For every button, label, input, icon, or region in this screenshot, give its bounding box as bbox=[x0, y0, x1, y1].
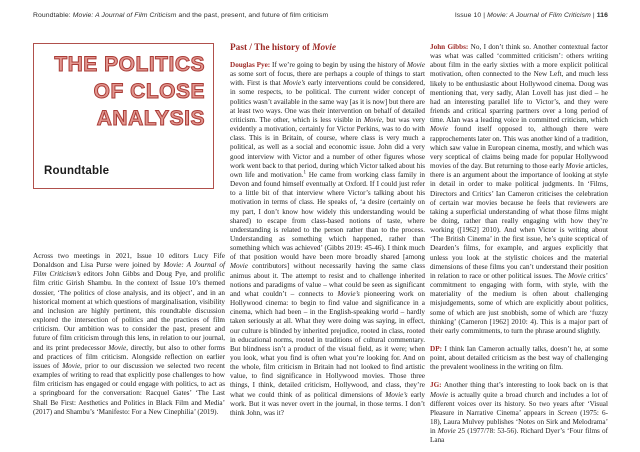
intro-paragraph bbox=[33, 252, 225, 417]
text-segment: early work. But it was never overt in the journal, in those terms. I don’t think John, was it? bbox=[230, 390, 425, 417]
text-segment: | bbox=[590, 12, 597, 19]
text-segment: Movie bbox=[312, 43, 336, 53]
text-segment: Movie’s bbox=[337, 289, 360, 298]
text-segment: critics’ commitment to engaging with form, with style, with the materiality of the medium is often about challenging misjudgements, some of which are explicitly about politics, some of which are just snobbish, some of which are ‘fuzzy thinking’ (Cameron [1962] 2010: 4). This is a major part of their early commitments, to turn the phrase around slightly. bbox=[430, 271, 608, 335]
text-segment: No, I don’t think so. Another contextual factor was what was called ‘committed criticism’: others writing about film in the early sixties with a more explicit political motivation, often connected to the New Left, and much less likely to be enthusiastic about Hollywood cinema. Doug was mentioning that, very sadly, Alan Lovell has just died – he had an interesting parallel life to Victor’s, and they were friends and critical sparring partners over a long period of time. Alan was a leading voice in committed criticism, which bbox=[430, 43, 608, 125]
text-segment: 25 (1977/78: 53-56). Richard Dyer’s ‘Four films of Lana bbox=[430, 427, 608, 445]
dialogue-paragraph-jg bbox=[430, 381, 608, 445]
text-segment: articles, there is an argument about the importance of looking at style in detail in order to make political judgments. In ‘Films, Directors and Critics’ Ian Cameron criticises the celebration of certain war movies because he feels that reviewers are taking a superficial understanding of what those films might be doing, rather than really engaging with how they’re working ([1962] 2010). And when Victor is writing about ‘The British Cinema’ in the first issue, he’s quite sceptical of Dearden’s films, for example, and argues explicitly that unless you look at the stylistic choices and the material dimensions of these films you can’t understand their position in relation to race or other political issues. The bbox=[430, 162, 608, 280]
text-segment: Roundtable: bbox=[33, 12, 73, 19]
text-segment: Another thing that’s interesting to look back on is that bbox=[441, 381, 608, 390]
dialogue-paragraph-douglas-pye bbox=[230, 61, 425, 418]
section-heading-past bbox=[230, 43, 425, 54]
speaker-name: DP: bbox=[430, 345, 442, 353]
text-segment: Movie bbox=[363, 115, 382, 124]
footnote-marker: 1 bbox=[303, 170, 307, 176]
text-segment: early interventions could be considered, in some respects, to be political. The current wider concept of politics wasn’t available in the same way [as it is now] but there are at least two ways. One was their intervention on behalf of detailed criticism. The other, which is less visible in bbox=[230, 79, 425, 124]
text-segment: Movie bbox=[568, 271, 586, 280]
text-segment: Movie: A Journal of Film Criticism bbox=[72, 12, 177, 19]
text-segment: Screen bbox=[557, 408, 577, 417]
text-segment: and the past, present, and future of film criticism bbox=[176, 12, 329, 19]
text-segment: Across two meetings in 2021, Issue 10 editors Lucy Fife Donaldson and Lisa Purse were joined by bbox=[33, 252, 225, 270]
text-segment: Movie bbox=[407, 61, 425, 69]
article-title-line-2: OF CLOSE bbox=[93, 80, 205, 103]
text-segment: Movie bbox=[108, 343, 127, 352]
text-segment: is actually quite a broad church and includes a lot of different voices over its history. So two years after ‘Visual Pleasure in Narrative Cinema’ appears in bbox=[430, 390, 608, 417]
article-type-label: Roundtable bbox=[44, 165, 110, 177]
text-segment: Issue 10 | bbox=[454, 12, 488, 19]
right-column bbox=[430, 43, 608, 446]
text-segment: Movie’s bbox=[283, 79, 306, 88]
text-segment: Movie bbox=[430, 125, 448, 134]
text-segment: I think Ian Cameron actually talks, doesn’t he, at some point, about detailed criticism as the best way of challenging the prevalent wooliness in the writing on film. bbox=[430, 345, 608, 372]
text-segment: Movie bbox=[62, 361, 81, 370]
text-segment: found itself opposed to, although there were rapprochements later on. This was another kind of a tradition, which saw value in European cinema, mostly, and which was very sceptical of claims being made for popular Hollywood movies of the day. But returning to those early bbox=[430, 125, 608, 171]
text-segment: Movie bbox=[430, 390, 448, 399]
article-title-line-1: THE POLITICS bbox=[54, 53, 205, 76]
running-header-left bbox=[33, 12, 328, 19]
text-segment: Movie bbox=[437, 427, 456, 436]
text-segment: editors John Gibbs and Doug Pye, and prolific film critic Girish Shambu. In the context of Issue 10’s themed dossier, ‘The politics of close analysis, and its object’, and in an historical moment at which questions of marginalisation, visibility and inclusion are highly pertinent, this roundtable discussion explored the intersection of politics and the practices of film criticism. Our ambition was to consider the past, present and future of film criticism through this lens, in relation to our journal, and its print predecessor bbox=[33, 270, 225, 352]
text-segment: , but was very evidently a motivation, certainly for Victor Perkins, was to do with class. This is in Britain, of course, where class is very much a political, as well as a social and economic issue. John did a very good interview with Victor and a number of other figures whose work went back to that period, during which Victor talked about his own life and motivation. bbox=[230, 115, 425, 179]
dialogue-paragraph-john-gibbs bbox=[430, 43, 608, 336]
text-segment: Movie bbox=[565, 162, 584, 171]
speaker-name: John Gibbs: bbox=[430, 43, 469, 51]
text-segment: He came from working class family in Devon and found himself eventually at Oxford. If I could just refer to a little bit of that interview where Victor’s talking about his motivation in terms of class. He speaks of, ‘a desire (certainly on my part, I don’t know how widely this understanding would be shared) to escape from class-based notions of taste, where understanding is related to the person rather than to the process. Understanding as something which happened, rather than something which was achieved’ (Gibbs 2019: 45-46). I think much of that position would have been more broadly shared [among bbox=[230, 170, 426, 262]
text-segment: contributors] without necessarily having the same class animus about it. The attempt to resist and to challenge inherited notions and paradigms of value – what could be seen as significant and what couldn’t – connects to bbox=[230, 262, 425, 298]
speaker-name: Douglas Pye: bbox=[230, 61, 271, 69]
text-segment: 116 bbox=[596, 12, 608, 19]
text-segment: pioneering work on Hollywood cinema: to begin to find value and significance in a cinema, which had been – in the English-speaking world – hardly taken seriously at all. What they were doing was saying, in effect, our culture is blinded by inherited prejudice, rooted in class, rooted in educational norms, rooted in traditions of cultural commentary. But blindness isn’t a product of the visual field, as it were; when you look, what you find is often what you’re looking for. And on the whole, film criticism in Britain had not looked to find artistic value, to find significance in Hollywood movies. Those three things, I think, detailed criticism, Hollywood, and class, they’re what we could think of as political dimensions of bbox=[230, 289, 425, 399]
text-segment: Movie bbox=[230, 262, 248, 271]
article-title-line-3: ANALYSIS bbox=[96, 107, 205, 130]
dialogue-paragraph-dp bbox=[430, 345, 608, 372]
text-segment: Movie’s bbox=[385, 390, 408, 399]
text-segment: Movie: A Journal of Film Criticism bbox=[487, 12, 591, 19]
text-segment: as some sort of focus, there are perhaps a couple of things to start with. First is that bbox=[230, 70, 425, 88]
intro-column bbox=[33, 252, 225, 417]
text-segment: , directly, but also to other forms and practices of film criticism. Alongside reflection on earlier issues of bbox=[33, 343, 226, 370]
text-segment: Movie: A Journal of Film Criticism’s bbox=[33, 261, 225, 279]
text-segment: , prior to our discussion we selected two recent examples of writing to read that explicitly pose challenges to how film criticism has engaged or could engage with politics, to act as a springboard for the conversation: Racquel Gates’ ‘The Last Shall Be First: Aesthetics and Politics in Black Film and Media’ (2017) and Shambu’s ‘Manifesto: For a New Cinephilia’ (2019). bbox=[33, 361, 225, 416]
middle-column bbox=[230, 43, 425, 418]
running-header bbox=[33, 12, 608, 19]
article-title-box bbox=[33, 43, 214, 189]
text-segment: (1975: 6-18), Laura Mulvey publishes ‘Notes on Sirk and Melodrama’ in bbox=[430, 408, 608, 436]
article-title bbox=[54, 51, 205, 132]
running-header-right bbox=[455, 12, 608, 19]
speaker-name: JG: bbox=[430, 381, 442, 390]
text-segment: If we’re going to begin by using the history of bbox=[270, 61, 408, 69]
text-segment: Past / The history of bbox=[230, 43, 313, 53]
